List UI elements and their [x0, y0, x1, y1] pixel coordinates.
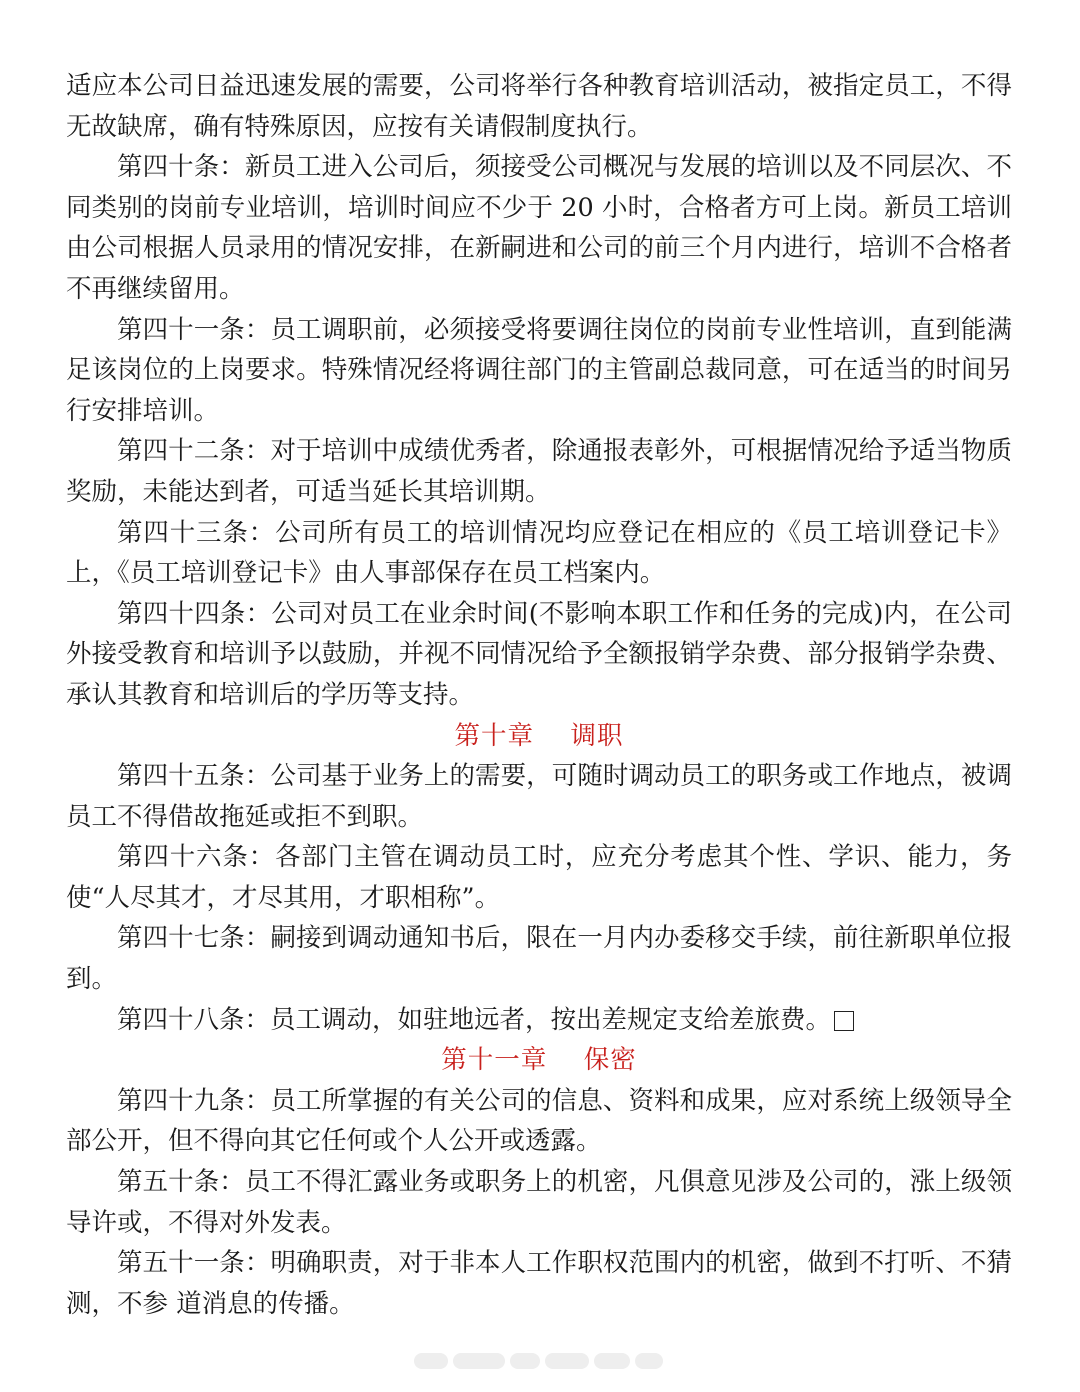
- chapter-10-heading: 第十章 调职: [454, 720, 624, 751]
- article-47: 第四十七条：嗣接到调动通知书后，限在一月内办委移交手续，前往新职单位报到。: [66, 923, 1012, 995]
- paragraph-intro-continued: 适应本公司日益迅速发展的需要，公司将举行各种教育培训活动，被指定员工，不得无故缺席，确有特殊原因，应按有关请假制度执行。: [66, 71, 1012, 142]
- article-40: 第四十条：新员工进入公司后，须接受公司概况与发展的培训以及不同层次、不同类别的岗前专业培训，培训时间应不少于 20 小时，合格者方可上岗。新员工培训由公司根据人员录用的情况安排，在新嗣进和公司的前三个月内进行，培训不合格者不再继续留用。: [66, 152, 1012, 304]
- article-43: 第四十三条：公司所有员工的培训情况均应登记在相应的《员工培训登记卡》上，《员工培训登记卡》由人事部保存在员工档案内。: [66, 517, 1012, 589]
- article-48-text: 第四十八条：员工调动，如驻地远者，按出差规定支给差旅费。: [117, 1004, 832, 1035]
- watermark-mark: [635, 1353, 663, 1369]
- article-41: 第四十一条：员工调职前，必须接受将要调往岗位的岗前专业性培训，直到能满足该岗位的上岗要求。特殊情况经将调往部门的主管副总裁同意，可在适当的时间另行安排培训。: [66, 314, 1012, 426]
- article-50: 第五十条：员工不得汇露业务或职务上的机密，凡俱意见涉及公司的，涨上级领导许或，不得对外发表。: [66, 1167, 1012, 1238]
- chapter-11-heading: 第十一章 保密: [441, 1045, 637, 1076]
- article-42: 第四十二条：对于培训中成绩优秀者，除通报表彰外，可根据情况给予适当物质奖励，未能达到者，可适当延长其培训期。: [66, 436, 1012, 507]
- article-46: 第四十六条：各部门主管在调动员工时，应充分考虑其个性、学识、能力，务使“人尽其才，才尽其用，才职相称”。: [66, 842, 1012, 913]
- watermark-mark: [414, 1353, 448, 1369]
- checkbox-icon: [834, 1011, 854, 1031]
- article-51: 第五十一条：明确职责，对于非本人工作职权范围内的机密，做到不打听、不猜测，不参 道消息的传播。: [66, 1248, 1012, 1319]
- article-48: [66, 1000, 1012, 1041]
- watermark-mark: [453, 1353, 505, 1369]
- watermark-mark: [594, 1353, 630, 1369]
- article-45: 第四十五条：公司基于业务上的需要，可随时调动员工的职务或工作地点，被调员工不得借故拖延或拒不到职。: [66, 761, 1012, 832]
- watermark-logo: [414, 1352, 664, 1370]
- watermark-mark: [545, 1353, 589, 1369]
- article-44: 第四十四条：公司对员工在业余时间(不影响本职工作和任务的完成)内，在公司外接受教育和培训予以鼓励，并视不同情况给予全额报销学杂费、部分报销学杂费、承认其教育和培训后的学历等支持。: [66, 598, 1012, 710]
- watermark-mark: [510, 1353, 540, 1369]
- article-49: 第四十九条：员工所掌握的有关公司的信息、资料和成果，应对系统上级领导全部公开，但不得向其它任何或个人公开或透露。: [66, 1085, 1012, 1157]
